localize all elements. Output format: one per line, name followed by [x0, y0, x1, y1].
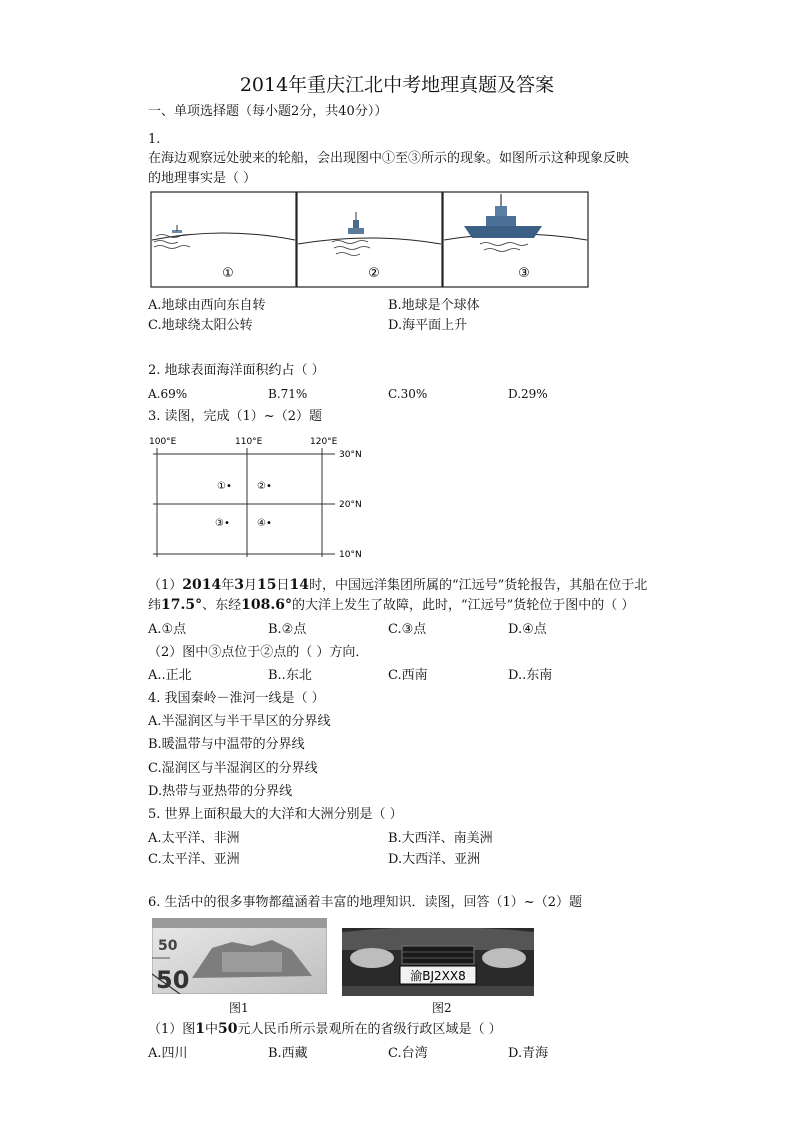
q1-number: 1.: [148, 132, 161, 147]
panel-label-3: ③: [518, 266, 530, 281]
q3-sub2-option-d[interactable]: D..东南: [508, 668, 553, 683]
q1-stem-line1: 在海边观察远处驶来的轮船，会出现图中①至③所示的现象。如图所示这种现象反映: [148, 151, 630, 166]
map-point-1: ①•: [217, 481, 232, 492]
ship-panel-3: [443, 192, 588, 287]
q3-sub2-stem: （2）图中③点位于②点的（ ）方向．: [148, 645, 369, 660]
ship-large-icon: [464, 226, 542, 238]
panel-label-2: ②: [368, 266, 380, 281]
q4-stem: 4. 我国秦岭－淮河一线是（ ）: [148, 691, 325, 706]
q1-stem-line2: 的地理事实是（ ）: [148, 171, 257, 186]
q5-option-b[interactable]: B.大西洋、南美洲: [388, 831, 493, 846]
q4-option-d[interactable]: D.热带与亚热带的分界线: [148, 784, 293, 799]
q2-option-b[interactable]: B.71%: [268, 387, 308, 401]
license-plate-text: 渝BJ2XX8: [410, 969, 466, 983]
q3-sub1-option-c[interactable]: C.③点: [388, 622, 427, 637]
q2-option-a[interactable]: A.69%: [148, 387, 188, 401]
car-figure: [342, 928, 534, 996]
map-point-3: ③•: [215, 518, 230, 529]
grid-map: [145, 432, 375, 562]
q5-option-c[interactable]: C.太平洋、亚洲: [148, 852, 240, 867]
q1-option-b[interactable]: B.地球是个球体: [388, 298, 480, 313]
ship-panel-2: [297, 192, 442, 287]
lon-label-120: 120°E: [310, 437, 338, 447]
lon-label-100: 100°E: [149, 437, 177, 447]
q6-sub1-option-c[interactable]: C.台湾: [388, 1046, 428, 1061]
headlight-left: [350, 948, 394, 968]
lon-label-110: 110°E: [235, 437, 263, 447]
q1-option-a[interactable]: A.地球由西向东自转: [148, 298, 266, 313]
q6-sub1-stem: （1）图1中50元人民币所示景观所在的省级行政区域是（ ）: [148, 1021, 502, 1037]
q4-option-c[interactable]: C.湿润区与半湿润区的分界线: [148, 761, 318, 776]
q3-sub2-option-b[interactable]: B..东北: [268, 668, 312, 683]
q3-sub1-option-a[interactable]: A.①点: [148, 622, 187, 637]
banknote-figure: [152, 918, 327, 994]
ship-panel-1: [151, 192, 296, 287]
q6-sub1-option-d[interactable]: D.青海: [508, 1046, 549, 1061]
map-point-4: ④•: [257, 518, 272, 529]
map-point-2: ②•: [257, 481, 272, 492]
fig1-caption: 图1: [229, 1001, 249, 1015]
lat-label-30: 30°N: [339, 450, 362, 460]
q3-sub1-option-d[interactable]: D.④点: [508, 622, 547, 637]
q5-option-a[interactable]: A.太平洋、非洲: [148, 831, 240, 846]
headlight-right: [482, 948, 526, 968]
banknote-value-bottom: 50: [156, 966, 190, 994]
panel-label-1: ①: [222, 266, 234, 281]
q6-sub1-option-a[interactable]: A.四川: [148, 1046, 188, 1061]
ship-small-icon: [348, 228, 364, 234]
q2-option-d[interactable]: D.29%: [508, 387, 548, 401]
q5-stem: 5. 世界上面积最大的大洋和大洲分别是（ ）: [148, 807, 403, 822]
q6-stem: 6. 生活中的很多事物都蕴涵着丰富的地理知识．读图，回答（1）~（2）题: [148, 895, 582, 910]
page-title: 2014年重庆江北中考地理真题及答案: [239, 74, 555, 96]
q4-option-a[interactable]: A.半湿润区与半干旱区的分界线: [148, 714, 331, 729]
fig2-caption: 图2: [432, 1001, 452, 1015]
q3-sub1-option-b[interactable]: B.②点: [268, 622, 307, 637]
lat-label-10: 10°N: [339, 550, 362, 560]
section-heading: 一、单项选择题（每小题2分，共40分））: [148, 104, 388, 119]
q3-stem: 3. 读图，完成（1）~（2）题: [148, 409, 322, 424]
q4-option-b[interactable]: B.暖温带与中温带的分界线: [148, 737, 305, 752]
ship-figure: [150, 190, 590, 290]
q2-option-c[interactable]: C.30%: [388, 387, 428, 401]
q3-sub2-option-c[interactable]: C.西南: [388, 668, 428, 683]
q2-stem: 2. 地球表面海洋面积约占（ ）: [148, 363, 325, 378]
q3-sub1-line2: 纬17.5°、东经108.6°的大洋上发生了故障，此时，“江远号”货轮位于图中的（ ）: [148, 597, 635, 613]
banknote-value-top: 50: [158, 938, 178, 954]
q1-option-c[interactable]: C.地球绕太阳公转: [148, 318, 253, 333]
q5-option-d[interactable]: D.大西洋、亚洲: [388, 852, 481, 867]
q1-option-d[interactable]: D.海平面上升: [388, 318, 468, 333]
lat-label-20: 20°N: [339, 500, 362, 510]
q3-sub1-line1: （1）2014年3月15日14时，中国远洋集团所属的“江远号”货轮报告，其船在位于北: [148, 577, 648, 593]
q3-sub2-option-a[interactable]: A..正北: [148, 668, 192, 683]
q6-sub1-option-b[interactable]: B.西藏: [268, 1046, 308, 1061]
